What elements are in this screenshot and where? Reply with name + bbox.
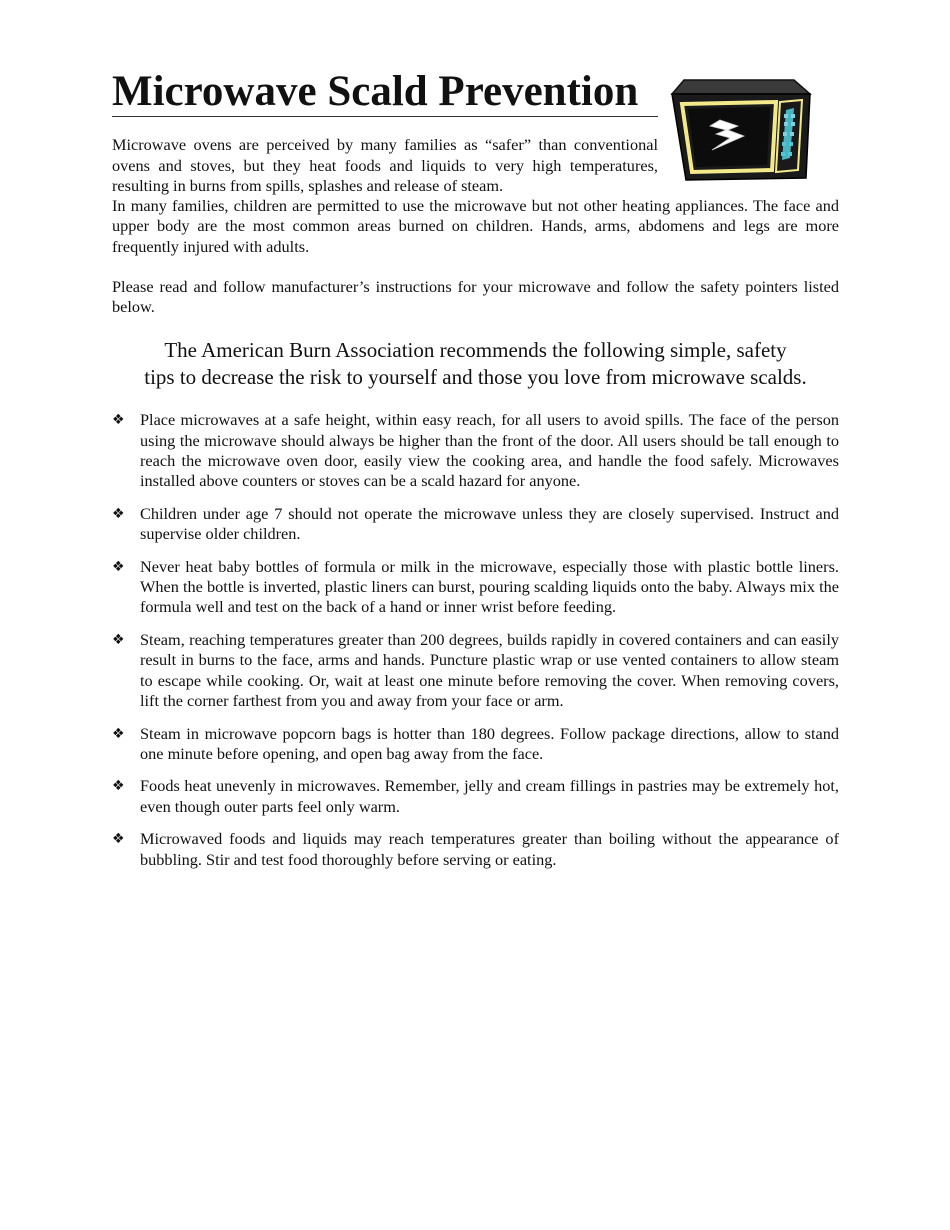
tip-text: Children under age 7 should not operate the microwave unless they are closely supervised. Instruct and supervise older children. [140, 503, 839, 544]
recommendation-line-2: tips to decrease the risk to yourself and those you love from microwave scalds. [144, 364, 807, 389]
diamond-bullet-icon: ❖ [112, 632, 125, 649]
list-item [112, 829, 839, 870]
list-item [112, 410, 839, 491]
list-item [112, 630, 839, 711]
diamond-bullet-icon: ❖ [112, 778, 125, 795]
list-item [112, 557, 839, 618]
microwave-icon [670, 78, 812, 182]
recommendation-heading [112, 337, 839, 390]
tip-text: Never heat baby bottles of formula or milk in the microwave, especially those with plastic bottle liners. When the bottle is inverted, plastic liners can burst, pouring scalding liquids onto the baby. Always mix the formula well and test on the back of a hand or inner wrist before feeding. [140, 556, 839, 617]
list-item [112, 724, 839, 765]
intro-paragraph-2: In many families, children are permitted to use the microwave but not other heating appliances. The face and upper body are the most common areas burned on children. Hands, arms, abdomens and legs are more frequently injured with adults. [112, 196, 839, 256]
header [112, 68, 839, 196]
tip-text: Microwaved foods and liquids may reach temperatures greater than boiling without the appearance of bubbling. Stir and test food thoroughly before serving or eating. [140, 829, 839, 869]
intro-paragraph-3: Please read and follow manufacturer’s instructions for your microwave and follow the safety pointers listed below. [112, 276, 839, 317]
diamond-bullet-icon: ❖ [112, 412, 125, 429]
safety-tips-list [112, 410, 839, 869]
tip-text: Steam in microwave popcorn bags is hotter than 180 degrees. Follow package directions, allow to stand one minute before opening, and open bag away from the face. [140, 723, 839, 763]
recommendation-line-1: The American Burn Association recommends the following simple, safety [164, 338, 787, 363]
page-title: Microwave Scald Prevention [112, 68, 658, 117]
document-page [112, 68, 839, 882]
diamond-bullet-icon: ❖ [112, 558, 125, 575]
list-item [112, 504, 839, 545]
tip-text: Foods heat unevenly in microwaves. Remember, jelly and cream fillings in pastries may be extremely hot, even though outer parts feel only warm. [140, 776, 839, 816]
tip-text: Steam, reaching temperatures greater than 200 degrees, builds rapidly in covered containers and can easily result in burns to the face, arms and hands. Puncture plastic wrap or use vented containers to allow steam to escape while cooking. Or, wait at least one minute before removing the cover. When removing covers, lift the corner farthest from you and away from your face or arm. [140, 630, 839, 710]
diamond-bullet-icon: ❖ [112, 831, 125, 848]
diamond-bullet-icon: ❖ [112, 725, 125, 742]
diamond-bullet-icon: ❖ [112, 505, 125, 522]
list-item [112, 776, 839, 817]
intro-paragraph-1: Microwave ovens are perceived by many families as “safer” than conventional ovens and stoves, but they heat foods and liquids to very high temperatures, resulting in burns from spills, splashes and release of steam. [112, 135, 658, 195]
tip-text: Place microwaves at a safe height, within easy reach, for all users to avoid spills. The face of the person using the microwave should always be higher than the front of the door. All users should be tall enough to reach the microwave oven door, easily view the cooking area, and handle the food safely. Microwaves installed above counters or stoves can be a scald hazard for anyone. [140, 410, 839, 491]
